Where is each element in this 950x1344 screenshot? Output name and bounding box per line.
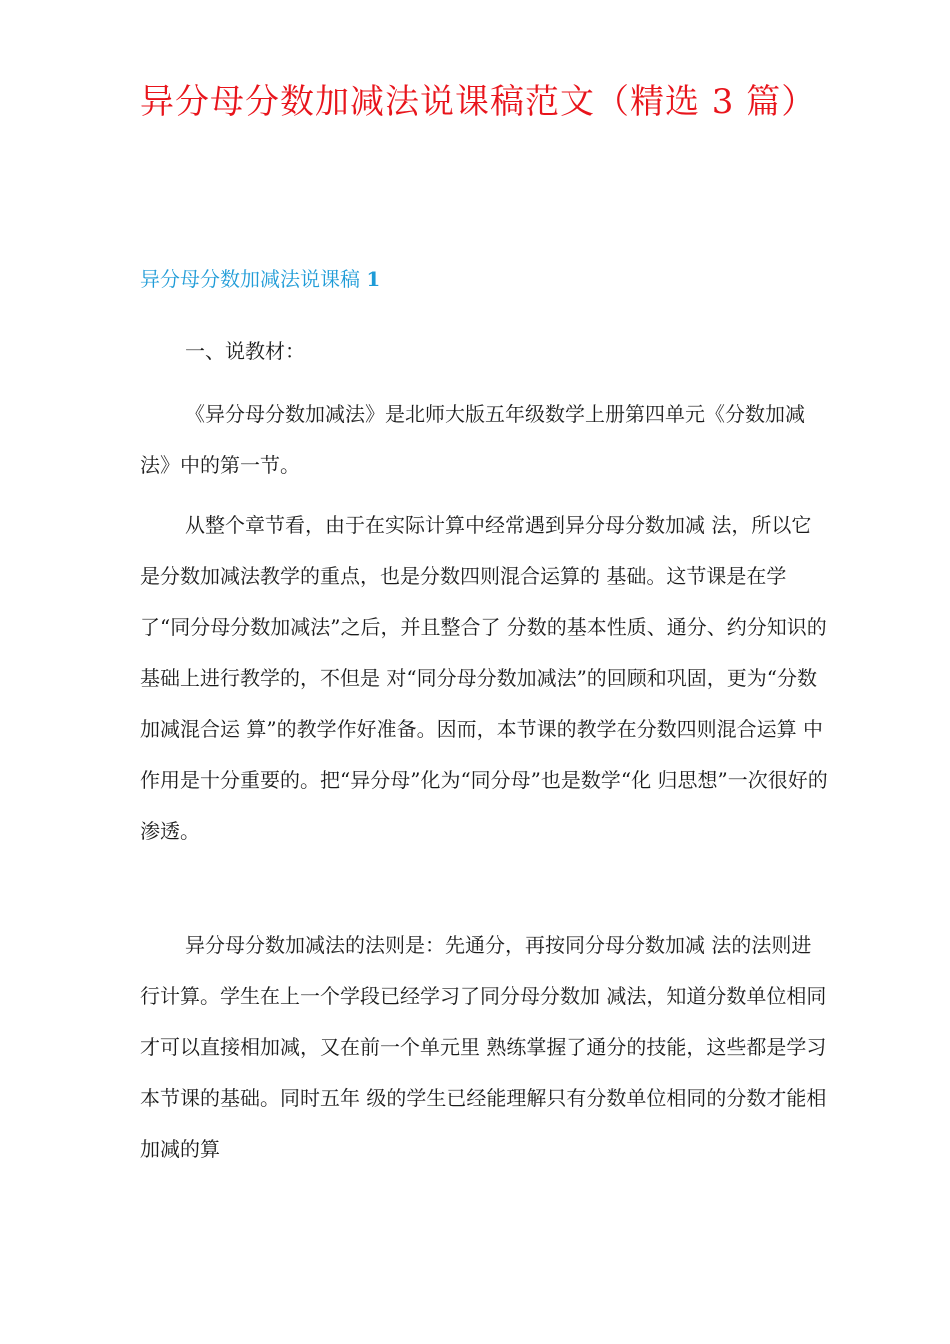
section-title-text: 异分母分数加减法说课稿	[140, 267, 360, 291]
paragraph-3: 异分母分数加减法的法则是：先通分，再按同分母分数加减 法的法则进行计算。学生在上一个学段已经学习了同分母分数加 减法，知道分数单位相同才可以直接相加减，又在前一个单元里 熟练掌握了通分的技能，这些都是学习本节课的基础。同时五年 级的学生已经能理解只有分数单位相同的分数才能相加减的算	[140, 933, 827, 1161]
paragraph-1: 《异分母分数加减法》是北师大版五年级数学上册第四单元《分数加减法》中的第一节。	[140, 402, 805, 477]
document-title: 异分母分数加减法说课稿范文（精选 3 篇）	[140, 82, 817, 122]
section-title-number: 1	[366, 267, 381, 291]
section-title	[140, 264, 380, 294]
paragraph-2: 从整个章节看，由于在实际计算中经常遇到异分母分数加减 法，所以它是分数加减法教学的重点，也是分数四则混合运算的 基础。这节课是在学了“同分母分数加减法”之后，并且整合了 分数的基本性质、通分、约分知识的基础上进行教学的，不但是 对“同分母分数加减法”的回顾和巩固，更为“分数加减混合运 算”的教学作好准备。因而，本节课的教学在分数四则混合运算 中作用是十分重要的。把“异分母”化为“同分母”也是数学“化 归思想”一次很好的渗透。	[140, 513, 828, 843]
sub-heading: 一、说教材：	[185, 339, 305, 363]
